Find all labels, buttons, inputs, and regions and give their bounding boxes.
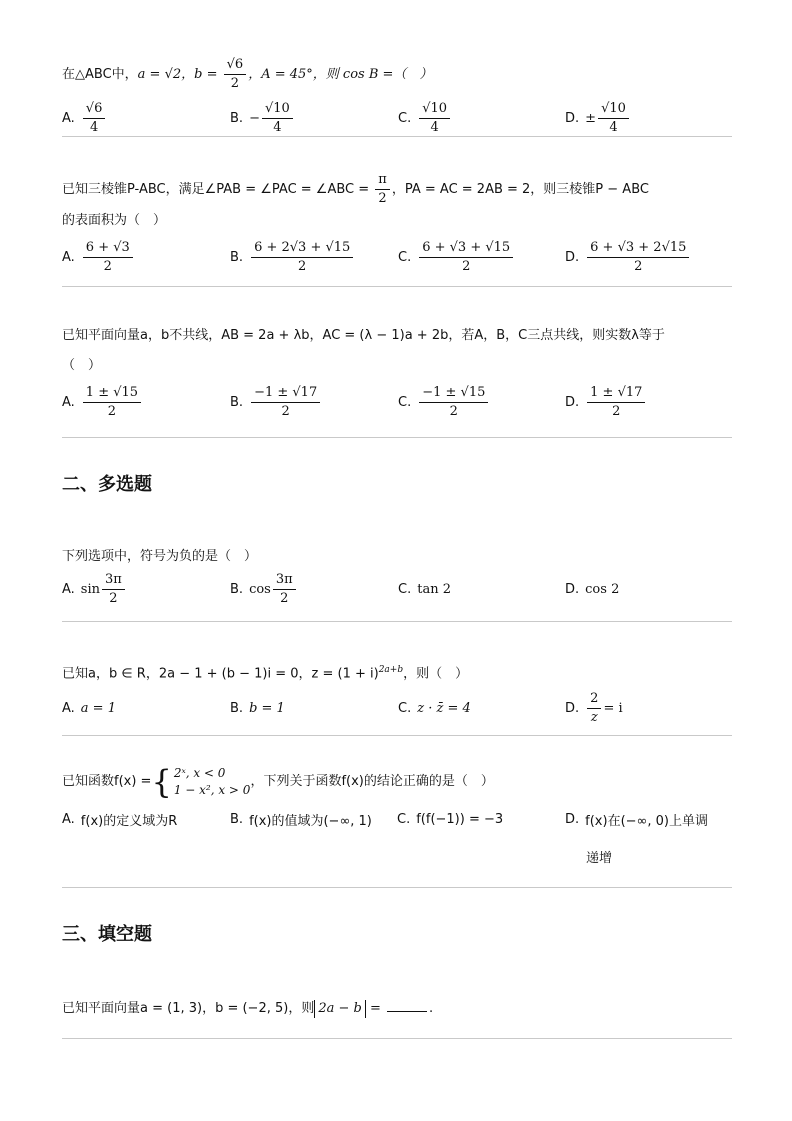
fraction — [102, 572, 125, 607]
fraction-denominator: 2 — [449, 403, 458, 419]
fraction-numerator: 3π — [102, 572, 125, 590]
option-d[interactable] — [565, 237, 691, 277]
option-a[interactable] — [62, 799, 177, 839]
stem-text: 已知三棱锥P-ABC，满足∠PAB = ∠PAC = ∠ABC = — [62, 182, 374, 197]
fraction-numerator: √10 — [419, 101, 450, 119]
option-text: f(x)的定义域为R — [80, 813, 178, 829]
option-label: B. — [230, 249, 244, 265]
option-d[interactable] — [565, 688, 623, 728]
divider — [62, 621, 732, 622]
option-text: = i — [603, 700, 623, 716]
piecewise-cases — [174, 765, 251, 799]
fraction — [419, 385, 488, 420]
stem-text: ，PA = AC = 2AB = 2，则三棱锥P − ABC — [391, 182, 649, 197]
fraction-denominator: 2 — [612, 403, 621, 419]
fraction-numerator: 1 ± √15 — [83, 385, 141, 403]
stem-text: 已知平面向量a = (1, 3)，b = (−2, 5)，则 — [62, 1001, 315, 1016]
stem-text: 在△ABC中， — [62, 67, 138, 82]
piecewise-case: 1 − x², x > 0 — [173, 783, 251, 797]
option-b[interactable] — [230, 382, 322, 422]
question-6 — [62, 763, 732, 866]
option-text: z · z̄ = 4 — [417, 700, 471, 716]
function-name: cos — [249, 581, 271, 597]
question-6-stem — [62, 765, 732, 799]
question-2 — [62, 172, 732, 277]
fraction-numerator: 2 — [587, 691, 601, 709]
fraction-denominator: 2 — [280, 590, 289, 606]
divider — [62, 887, 732, 888]
stem-text: 已知a，b ∈ R，2a − 1 + (b − 1)i = 0，z = (1 + i) — [62, 666, 379, 682]
option-label: B. — [230, 394, 244, 410]
option-d[interactable] — [565, 799, 708, 839]
options-row — [62, 237, 732, 277]
option-sign: ± — [585, 110, 597, 126]
fraction — [83, 240, 133, 275]
stem-text: （ ） — [62, 358, 102, 373]
answer-blank[interactable] — [387, 998, 427, 1012]
stem-text: 的表面积为（ ） — [62, 213, 167, 228]
option-c[interactable] — [398, 237, 515, 277]
option-b[interactable] — [230, 799, 372, 839]
option-sign: − — [249, 110, 260, 126]
section-heading-fill-in: 三、填空题 — [62, 924, 152, 945]
question-4 — [62, 547, 732, 609]
fraction — [273, 572, 296, 607]
option-text: tan 2 — [417, 581, 451, 597]
option-b[interactable] — [230, 688, 285, 728]
question-7 — [62, 998, 732, 1019]
option-label: C. — [398, 394, 412, 410]
option-a[interactable] — [62, 382, 143, 422]
option-a[interactable] — [62, 688, 116, 728]
option-c[interactable] — [398, 569, 451, 609]
fraction-numerator: 1 ± √17 — [587, 385, 645, 403]
stem-math: a = √2，b = — [137, 67, 222, 82]
question-1 — [62, 57, 732, 138]
option-label: D. — [565, 811, 580, 827]
option-label: D. — [565, 700, 580, 716]
options-row — [62, 799, 732, 839]
piecewise-case: 2ˣ, x < 0 — [173, 766, 226, 780]
exponent: 2a+b — [378, 665, 404, 675]
divider — [62, 437, 732, 438]
fraction — [83, 385, 141, 420]
fraction-denominator: 2 — [103, 258, 112, 274]
fraction — [262, 101, 293, 136]
divider — [62, 286, 732, 287]
question-5-stem — [62, 660, 732, 684]
question-2-stem — [62, 172, 732, 207]
fraction-numerator: π — [375, 172, 390, 190]
option-text: f(x)的值域为(−∞, 1) — [249, 813, 372, 829]
stem-text: ，则（ ） — [403, 666, 469, 682]
function-name: sin — [80, 581, 100, 597]
option-a[interactable] — [62, 98, 107, 138]
option-d[interactable] — [565, 98, 631, 138]
option-a[interactable] — [62, 237, 135, 277]
option-a[interactable] — [62, 569, 127, 609]
question-1-stem — [62, 57, 732, 92]
fraction-denominator: 2 — [634, 258, 643, 274]
question-7-stem — [62, 998, 732, 1019]
fraction — [587, 385, 645, 420]
fraction-numerator: √10 — [262, 101, 293, 119]
option-label: C. — [398, 249, 412, 265]
option-b[interactable] — [230, 98, 295, 138]
fraction-denominator: 2 — [109, 590, 118, 606]
option-label: C. — [398, 581, 412, 597]
option-c[interactable] — [398, 382, 490, 422]
option-label: A. — [62, 249, 75, 265]
option-text: f(f(−1)) = −3 — [416, 811, 504, 827]
piecewise-function — [151, 765, 250, 799]
fraction-numerator: 3π — [273, 572, 296, 590]
option-label: D. — [565, 581, 580, 597]
option-d[interactable] — [565, 569, 619, 609]
section-heading-multi-choice: 二、多选题 — [62, 474, 152, 495]
option-label: A. — [62, 581, 75, 597]
fraction — [598, 101, 629, 136]
fraction-numerator: √10 — [598, 101, 629, 119]
question-5 — [62, 660, 732, 728]
option-text: a = 1 — [80, 700, 116, 716]
divider — [62, 1038, 732, 1039]
option-label: B. — [230, 581, 244, 597]
stem-text: = — [365, 1001, 386, 1016]
options-row — [62, 98, 732, 138]
option-label: A. — [62, 110, 75, 126]
option-text: b = 1 — [249, 700, 285, 716]
brace: { — [151, 763, 172, 801]
stem-text: 已知函数f(x) = — [62, 774, 152, 789]
option-c[interactable] — [398, 98, 452, 138]
fraction-numerator: √6 — [83, 101, 106, 119]
fraction — [83, 101, 106, 136]
vector-magnitude: 2a − b — [314, 1000, 366, 1018]
fraction-denominator: 2 — [298, 258, 307, 274]
fraction — [587, 240, 689, 275]
fraction-numerator: −1 ± √15 — [419, 385, 488, 403]
fraction-denominator: 2 — [107, 403, 117, 419]
fraction — [375, 172, 390, 207]
fraction-numerator: −1 ± √17 — [251, 385, 320, 403]
stem-text: ，下列关于函数f(x)的结论正确的是（ ） — [250, 774, 494, 789]
stem-text: . — [429, 1001, 434, 1016]
option-label: D. — [565, 110, 580, 126]
fraction-denominator: 4 — [89, 119, 99, 135]
fraction-numerator: 6 + 2√3 + √15 — [251, 240, 353, 258]
options-row — [62, 688, 732, 728]
option-label: B. — [230, 110, 244, 126]
option-label: B. — [230, 700, 244, 716]
option-label: C. — [398, 110, 412, 126]
option-label: A. — [62, 700, 75, 716]
fraction-denominator: z — [590, 709, 598, 725]
question-3-stem: 已知平面向量a，b不共线，AB = 2a + λb，AC = (λ − 1)a + 2b，若A，B，C三点共线，则实数λ等于 — [62, 328, 665, 343]
fraction-denominator: 2 — [230, 76, 240, 91]
fraction-denominator: 4 — [430, 119, 439, 135]
fraction — [419, 240, 513, 275]
option-b[interactable] — [230, 569, 298, 609]
option-c[interactable] — [398, 688, 471, 728]
fraction — [224, 57, 247, 92]
option-label: C. — [397, 811, 411, 827]
fraction-denominator: 2 — [462, 258, 471, 274]
fraction-denominator: 4 — [609, 119, 618, 135]
divider — [62, 735, 732, 736]
option-text: cos 2 — [585, 581, 620, 597]
fraction-numerator: 6 + √3 + 2√15 — [587, 240, 689, 258]
fraction-numerator: √6 — [224, 57, 247, 75]
option-text: f(x)在(−∞, 0)上单调 — [585, 813, 708, 829]
options-row — [62, 382, 732, 422]
fraction-denominator: 2 — [378, 191, 387, 206]
option-label: A. — [62, 811, 75, 827]
option-label: B. — [230, 811, 244, 827]
option-d[interactable] — [565, 382, 647, 422]
question-3 — [62, 326, 732, 422]
fraction-denominator: 4 — [273, 119, 282, 135]
option-c[interactable] — [397, 799, 503, 839]
option-label: D. — [565, 394, 580, 410]
fraction-numerator: 6 + √3 — [83, 240, 133, 258]
option-label: A. — [62, 394, 75, 410]
stem-math: ，A = 45°，则 cos B =（ ） — [248, 67, 433, 82]
fraction — [419, 101, 450, 136]
options-row — [62, 569, 732, 609]
option-label: D. — [565, 249, 580, 265]
option-d-continuation: 递增 — [586, 851, 613, 866]
fraction — [251, 240, 353, 275]
fraction-numerator: 6 + √3 + √15 — [419, 240, 513, 258]
divider — [62, 136, 732, 137]
option-b[interactable] — [230, 237, 355, 277]
fraction — [587, 691, 601, 726]
question-4-stem: 下列选项中，符号为负的是（ ） — [62, 549, 258, 564]
fraction-denominator: 2 — [281, 403, 290, 419]
fraction — [251, 385, 320, 420]
option-label: C. — [398, 700, 412, 716]
